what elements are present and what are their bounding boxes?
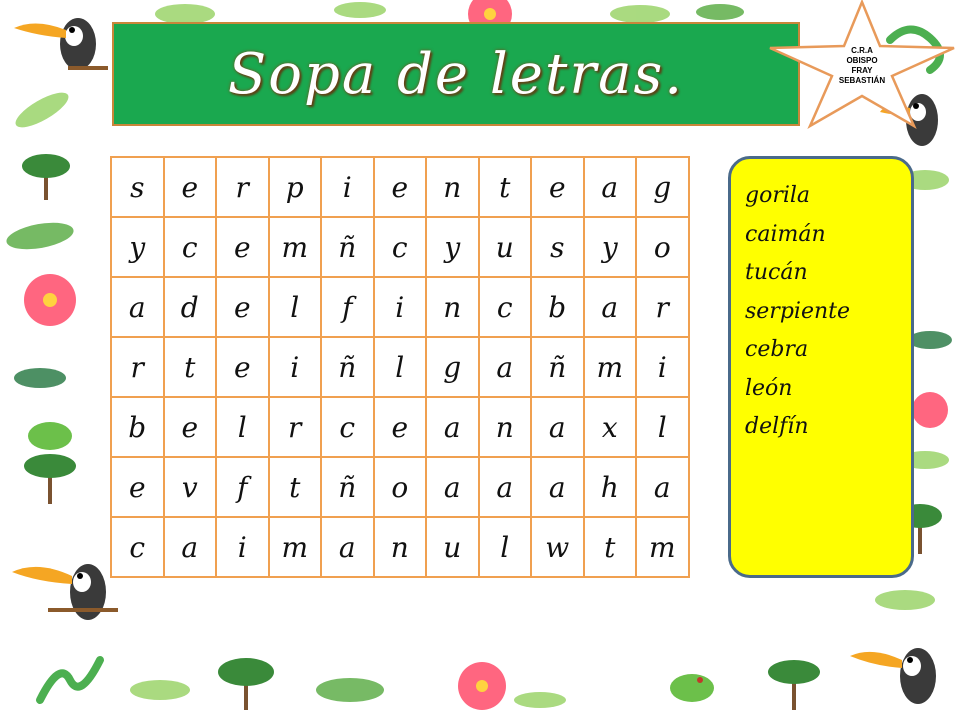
grid-cell[interactable]: c bbox=[375, 218, 428, 278]
toucan-icon bbox=[12, 564, 118, 620]
grid-cell[interactable]: y bbox=[427, 218, 480, 278]
badge-line: FRAY bbox=[851, 66, 873, 75]
grid-cell[interactable]: e bbox=[217, 278, 270, 338]
grid-cell[interactable]: ñ bbox=[322, 218, 375, 278]
grid-cell[interactable]: l bbox=[480, 518, 533, 578]
grid-cell[interactable]: a bbox=[427, 458, 480, 518]
grid-cell[interactable]: n bbox=[480, 398, 533, 458]
grid-cell[interactable]: a bbox=[322, 518, 375, 578]
grid-cell[interactable]: n bbox=[427, 158, 480, 218]
grid-cell[interactable]: a bbox=[165, 518, 218, 578]
grid-cell[interactable]: a bbox=[585, 158, 638, 218]
grid-cell[interactable]: h bbox=[585, 458, 638, 518]
grid-cell[interactable]: d bbox=[165, 278, 218, 338]
grid-cell[interactable]: r bbox=[270, 398, 323, 458]
grid-cell[interactable]: m bbox=[585, 338, 638, 398]
word-search-grid bbox=[110, 156, 690, 578]
grid-cell[interactable]: m bbox=[637, 518, 690, 578]
grid-cell[interactable]: o bbox=[375, 458, 428, 518]
word-item: caimán bbox=[745, 221, 826, 247]
grid-cell[interactable]: x bbox=[585, 398, 638, 458]
grid-cell[interactable]: m bbox=[270, 518, 323, 578]
grid-cell[interactable]: r bbox=[217, 158, 270, 218]
grid-cell[interactable]: w bbox=[532, 518, 585, 578]
grid-cell[interactable]: y bbox=[585, 218, 638, 278]
grid-cell[interactable]: a bbox=[427, 398, 480, 458]
grid-cell[interactable]: n bbox=[427, 278, 480, 338]
grid-cell[interactable]: c bbox=[322, 398, 375, 458]
grid-cell[interactable]: i bbox=[217, 518, 270, 578]
grid-cell[interactable]: a bbox=[585, 278, 638, 338]
grid-cell[interactable]: e bbox=[217, 218, 270, 278]
grid-cell[interactable]: s bbox=[532, 218, 585, 278]
word-item: león bbox=[745, 375, 793, 401]
grid-cell[interactable]: l bbox=[637, 398, 690, 458]
grid-cell[interactable]: g bbox=[637, 158, 690, 218]
grid-cell[interactable]: e bbox=[112, 458, 165, 518]
grid-cell[interactable]: a bbox=[532, 398, 585, 458]
toucan-icon bbox=[850, 648, 936, 704]
grid-cell[interactable]: ñ bbox=[322, 338, 375, 398]
grid-cell[interactable]: f bbox=[217, 458, 270, 518]
grid-cell[interactable]: a bbox=[480, 338, 533, 398]
grid-cell[interactable]: o bbox=[637, 218, 690, 278]
grid-cell[interactable]: n bbox=[375, 518, 428, 578]
grid-cell[interactable]: ñ bbox=[322, 458, 375, 518]
grid-cell[interactable]: c bbox=[480, 278, 533, 338]
grid-cell[interactable]: p bbox=[270, 158, 323, 218]
grid-cell[interactable]: t bbox=[585, 518, 638, 578]
grid-cell[interactable]: t bbox=[165, 338, 218, 398]
badge-line: SEBASTIÁN bbox=[838, 76, 886, 85]
grid-cell[interactable]: g bbox=[427, 338, 480, 398]
grid-cell[interactable]: a bbox=[112, 278, 165, 338]
grid-cell[interactable]: i bbox=[322, 158, 375, 218]
grid-cell[interactable]: u bbox=[480, 218, 533, 278]
title-banner bbox=[112, 22, 800, 126]
grid-cell[interactable]: m bbox=[270, 218, 323, 278]
grid-cell[interactable]: r bbox=[637, 278, 690, 338]
word-item: gorila bbox=[745, 183, 811, 208]
grid-cell[interactable]: c bbox=[165, 218, 218, 278]
grid-cell[interactable]: s bbox=[112, 158, 165, 218]
grid-cell[interactable]: ñ bbox=[532, 338, 585, 398]
grid-cell[interactable]: i bbox=[637, 338, 690, 398]
grid-cell[interactable]: l bbox=[217, 398, 270, 458]
word-item: delfín bbox=[745, 414, 809, 439]
grid-cell[interactable]: t bbox=[270, 458, 323, 518]
word-item: cebra bbox=[745, 337, 809, 362]
grid-cell[interactable]: e bbox=[217, 338, 270, 398]
toucan-icon bbox=[14, 18, 108, 70]
grid-cell[interactable]: c bbox=[112, 518, 165, 578]
grid-cell[interactable]: e bbox=[375, 398, 428, 458]
grid-cell[interactable]: u bbox=[427, 518, 480, 578]
grid-cell[interactable]: i bbox=[270, 338, 323, 398]
word-item: serpiente bbox=[745, 298, 850, 324]
grid-cell[interactable]: f bbox=[322, 278, 375, 338]
page-title: Sopa de letras. bbox=[227, 41, 685, 107]
grid-cell[interactable]: t bbox=[480, 158, 533, 218]
grid-cell[interactable]: b bbox=[112, 398, 165, 458]
grid-cell[interactable]: e bbox=[165, 158, 218, 218]
grid-cell[interactable]: e bbox=[375, 158, 428, 218]
grid-cell[interactable]: r bbox=[112, 338, 165, 398]
grid-cell[interactable]: i bbox=[375, 278, 428, 338]
badge-line: C.R.A bbox=[851, 46, 873, 55]
grid-cell[interactable]: b bbox=[532, 278, 585, 338]
word-list-box bbox=[728, 156, 914, 578]
grid-cell[interactable]: l bbox=[375, 338, 428, 398]
grid-cell[interactable]: a bbox=[480, 458, 533, 518]
grid-cell[interactable]: v bbox=[165, 458, 218, 518]
school-badge bbox=[820, 46, 904, 86]
badge-line: OBISPO bbox=[846, 56, 878, 65]
grid-cell[interactable]: e bbox=[165, 398, 218, 458]
grid-cell[interactable]: a bbox=[637, 458, 690, 518]
grid-cell[interactable]: l bbox=[270, 278, 323, 338]
word-item: tucán bbox=[745, 260, 808, 285]
grid-cell[interactable]: y bbox=[112, 218, 165, 278]
grid-cell[interactable]: e bbox=[532, 158, 585, 218]
grid-cell[interactable]: a bbox=[532, 458, 585, 518]
